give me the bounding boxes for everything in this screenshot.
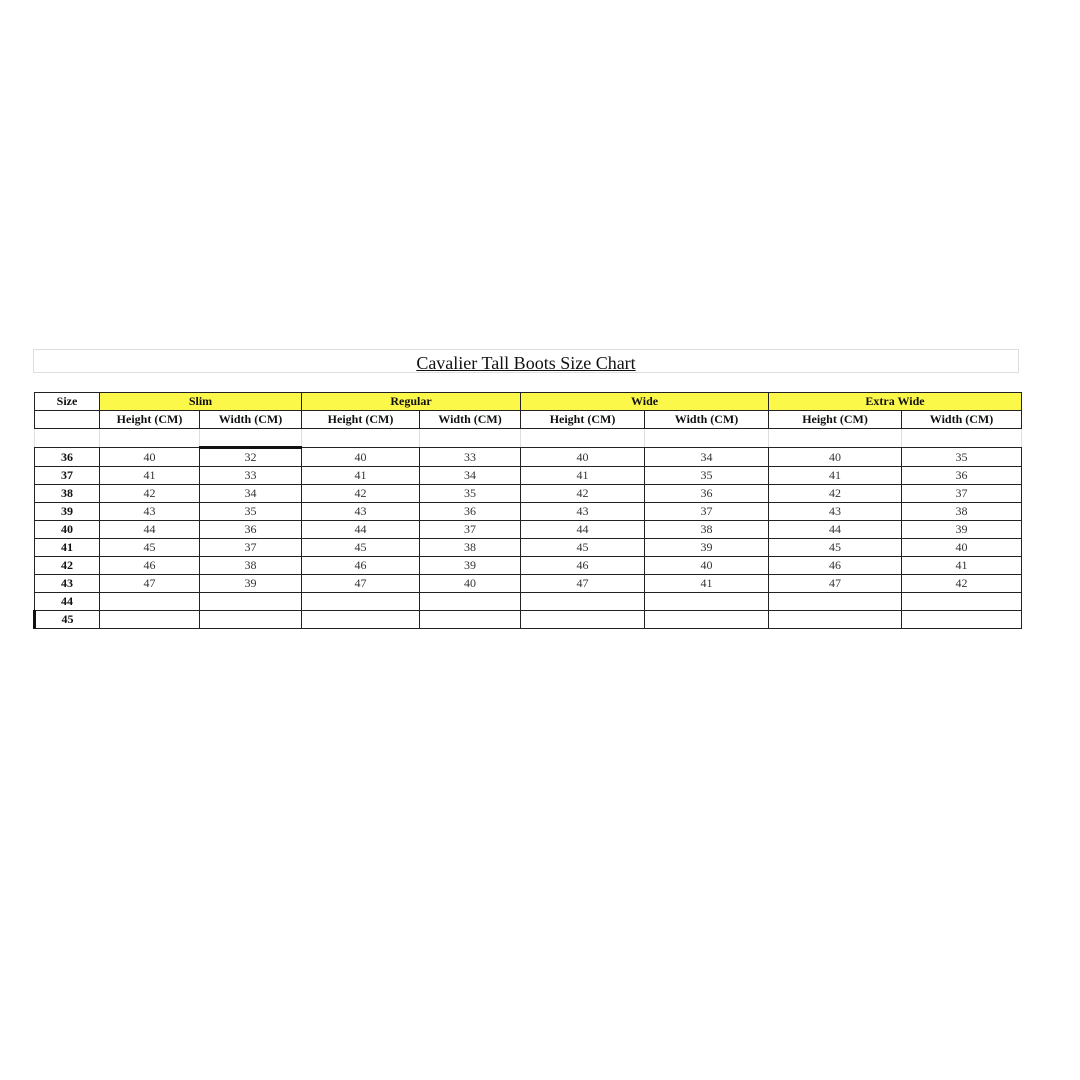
value-cell: 46 <box>100 557 200 575</box>
size-cell: 38 <box>35 485 100 503</box>
value-cell: 36 <box>200 521 302 539</box>
size-chart-table <box>33 392 1022 629</box>
value-cell: 42 <box>521 485 645 503</box>
value-cell: 38 <box>420 539 521 557</box>
spacer-cell <box>521 429 645 448</box>
value-cell <box>521 593 645 611</box>
value-cell <box>902 611 1022 629</box>
value-cell <box>200 611 302 629</box>
spacer-cell <box>902 429 1022 448</box>
value-cell <box>521 611 645 629</box>
spacer-cell <box>35 429 100 448</box>
spacer-cell <box>769 429 902 448</box>
value-cell: 39 <box>902 521 1022 539</box>
group-header-wide: Wide <box>521 393 769 411</box>
value-cell: 41 <box>902 557 1022 575</box>
group-header-regular: Regular <box>302 393 521 411</box>
table-row <box>35 467 1022 485</box>
value-cell: 36 <box>645 485 769 503</box>
value-cell: 41 <box>100 467 200 485</box>
value-cell: 43 <box>100 503 200 521</box>
size-cell: 45 <box>35 611 100 629</box>
size-cell: 37 <box>35 467 100 485</box>
value-cell: 46 <box>521 557 645 575</box>
value-cell: 45 <box>521 539 645 557</box>
value-cell: 45 <box>302 539 420 557</box>
value-cell <box>769 593 902 611</box>
value-cell: 41 <box>521 467 645 485</box>
value-cell: 43 <box>302 503 420 521</box>
value-cell: 38 <box>902 503 1022 521</box>
table-row <box>35 485 1022 503</box>
spacer-cell <box>100 429 200 448</box>
value-cell: 33 <box>200 467 302 485</box>
table-row <box>35 539 1022 557</box>
size-header: Size <box>35 393 100 411</box>
subheader-regular-height: Height (CM) <box>302 411 420 429</box>
value-cell: 38 <box>645 521 769 539</box>
value-cell: 41 <box>645 575 769 593</box>
value-cell: 34 <box>420 467 521 485</box>
value-cell <box>200 593 302 611</box>
value-cell: 39 <box>645 539 769 557</box>
group-header-row <box>35 393 1022 411</box>
value-cell: 38 <box>200 557 302 575</box>
value-cell: 47 <box>302 575 420 593</box>
table-row <box>35 575 1022 593</box>
table-row <box>35 503 1022 521</box>
table-row <box>35 448 1022 467</box>
value-cell: 42 <box>100 485 200 503</box>
value-cell <box>645 593 769 611</box>
subheader-extra-wide-height: Height (CM) <box>769 411 902 429</box>
spacer-cell <box>200 429 302 448</box>
value-cell <box>902 593 1022 611</box>
value-cell <box>420 611 521 629</box>
value-cell <box>100 593 200 611</box>
value-cell: 47 <box>100 575 200 593</box>
value-cell <box>645 611 769 629</box>
size-cell: 42 <box>35 557 100 575</box>
value-cell: 40 <box>521 448 645 467</box>
value-cell: 43 <box>521 503 645 521</box>
value-cell: 39 <box>200 575 302 593</box>
value-cell: 40 <box>302 448 420 467</box>
value-cell: 35 <box>200 503 302 521</box>
subheader-wide-width: Width (CM) <box>645 411 769 429</box>
subheader-blank <box>35 411 100 429</box>
value-cell: 36 <box>420 503 521 521</box>
subheader-wide-height: Height (CM) <box>521 411 645 429</box>
spacer-cell <box>645 429 769 448</box>
size-cell: 39 <box>35 503 100 521</box>
value-cell: 40 <box>902 539 1022 557</box>
value-cell: 44 <box>521 521 645 539</box>
subheader-regular-width: Width (CM) <box>420 411 521 429</box>
group-header-extra-wide: Extra Wide <box>769 393 1022 411</box>
spacer-cell <box>420 429 521 448</box>
subheader-row <box>35 411 1022 429</box>
size-cell: 44 <box>35 593 100 611</box>
value-cell: 33 <box>420 448 521 467</box>
subheader-slim-width: Width (CM) <box>200 411 302 429</box>
group-header-slim: Slim <box>100 393 302 411</box>
subheader-slim-height: Height (CM) <box>100 411 200 429</box>
table-row <box>35 557 1022 575</box>
value-cell: 44 <box>100 521 200 539</box>
table-row <box>35 593 1022 611</box>
value-cell <box>302 593 420 611</box>
value-cell: 36 <box>902 467 1022 485</box>
value-cell: 37 <box>200 539 302 557</box>
value-cell: 46 <box>769 557 902 575</box>
value-cell: 44 <box>769 521 902 539</box>
value-cell: 40 <box>100 448 200 467</box>
value-cell <box>769 611 902 629</box>
value-cell: 41 <box>302 467 420 485</box>
size-cell: 43 <box>35 575 100 593</box>
spacer-cell <box>302 429 420 448</box>
table-row <box>35 521 1022 539</box>
value-cell: 42 <box>302 485 420 503</box>
value-cell: 39 <box>420 557 521 575</box>
value-cell <box>100 611 200 629</box>
size-cell: 40 <box>35 521 100 539</box>
value-cell: 35 <box>420 485 521 503</box>
value-cell: 32 <box>200 448 302 467</box>
spacer-row <box>35 429 1022 448</box>
value-cell: 41 <box>769 467 902 485</box>
value-cell <box>420 593 521 611</box>
value-cell: 45 <box>100 539 200 557</box>
subheader-extra-wide-width: Width (CM) <box>902 411 1022 429</box>
title-box <box>33 349 1019 373</box>
value-cell: 40 <box>645 557 769 575</box>
value-cell: 37 <box>902 485 1022 503</box>
value-cell: 34 <box>200 485 302 503</box>
value-cell: 44 <box>302 521 420 539</box>
value-cell: 35 <box>645 467 769 485</box>
size-cell: 36 <box>35 448 100 467</box>
table-row <box>35 611 1022 629</box>
value-cell: 43 <box>769 503 902 521</box>
size-cell: 41 <box>35 539 100 557</box>
value-cell: 42 <box>769 485 902 503</box>
chart-title: Cavalier Tall Boots Size Chart <box>416 353 636 373</box>
value-cell: 46 <box>302 557 420 575</box>
value-cell: 47 <box>769 575 902 593</box>
value-cell: 34 <box>645 448 769 467</box>
value-cell: 40 <box>420 575 521 593</box>
value-cell: 47 <box>521 575 645 593</box>
value-cell: 35 <box>902 448 1022 467</box>
value-cell: 42 <box>902 575 1022 593</box>
value-cell: 37 <box>645 503 769 521</box>
value-cell: 40 <box>769 448 902 467</box>
value-cell <box>302 611 420 629</box>
value-cell: 37 <box>420 521 521 539</box>
value-cell: 45 <box>769 539 902 557</box>
